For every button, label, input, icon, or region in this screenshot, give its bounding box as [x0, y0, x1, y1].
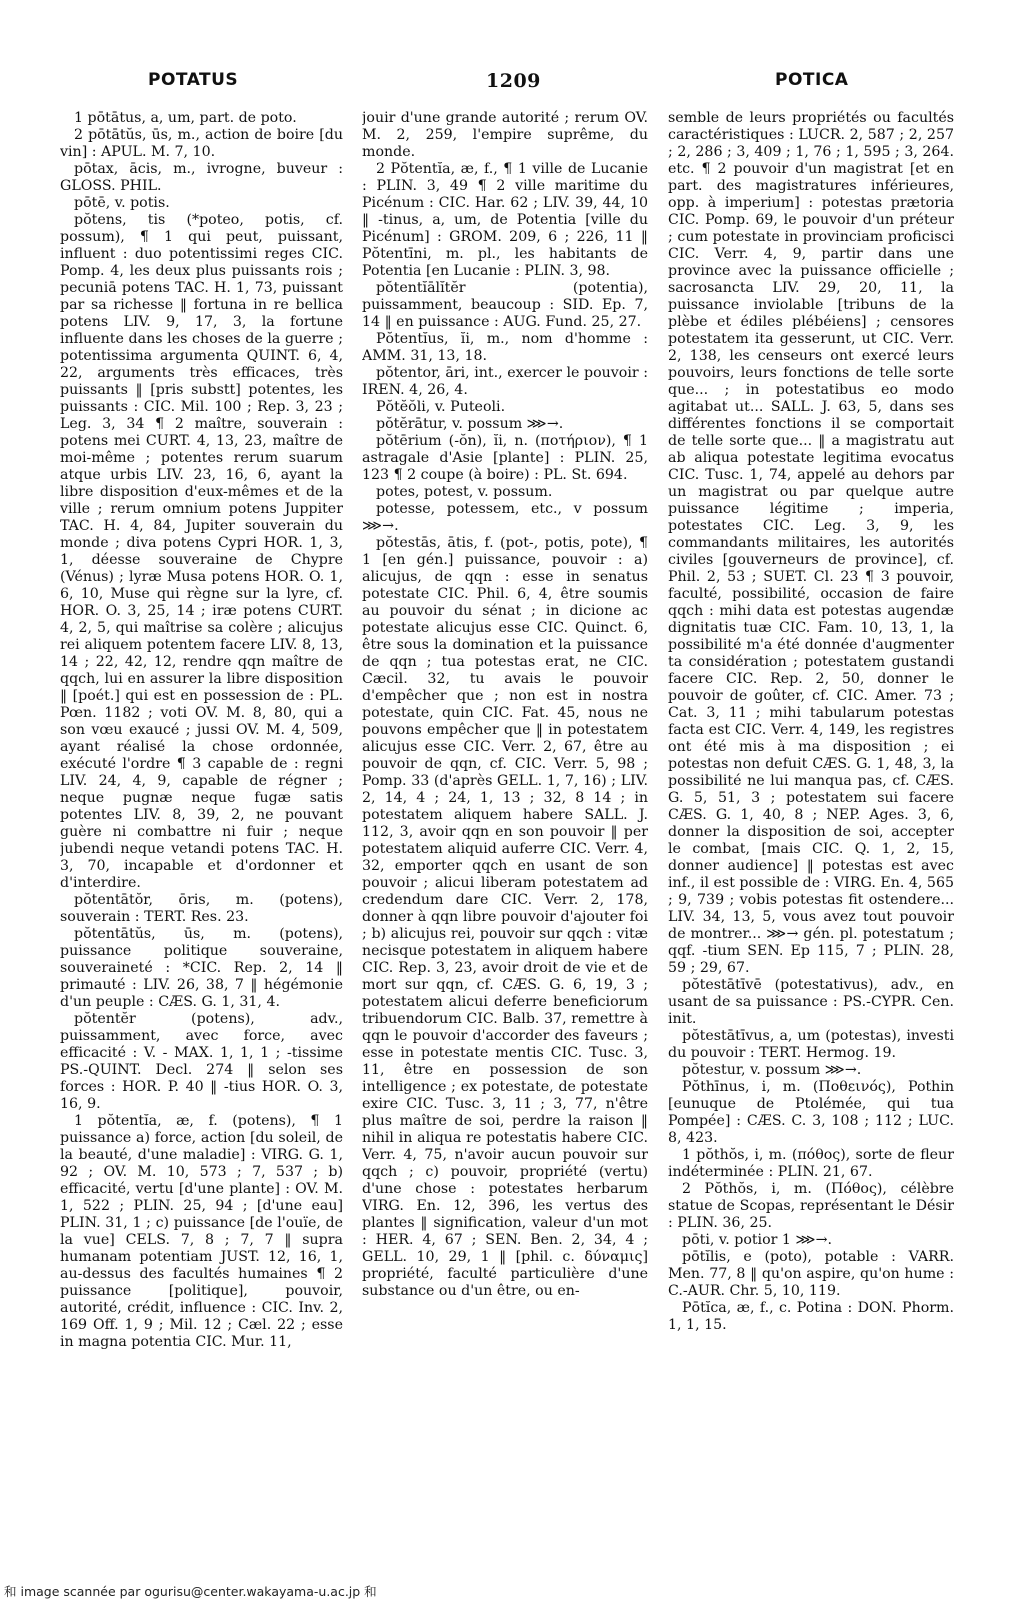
dictionary-entry: semble de leurs propriétés ou facultés caractéristiques : LUCR. 2, 587 ; 2, 257 ; 2, 286 ; 3, 409 ; 1, 76 ; 1, 595 ; 3, 264. etc. ¶ 2 pouvoir d'un magistrat [et en part. des magistratures inférieures, opp. à imperium] : potestas prætoria CIC. Pomp. 69, le pouvoir d'un préteur ; cum potestate in provinciam proficisci CIC. Verr. 4, 9, partir dans une province avec la puissance officielle ; sacrosancta LIV. 29, 20, 11, la puissance inviolable [tribuns de la plèbe et édiles plébéiens] ; censores potestatem ita gesserunt, ut CIC. Verr. 2, 138, les censeurs ont exercé leurs pouvoirs, leurs fonctions de telle sorte que... ; in potestatibus eo modo agitabat ut... SALL. J. 63, 5, dans ses différentes fonctions il se comportait de telle sorte que... ‖ a magistratu aut ab aliqua potestate legitima evocatus CIC. Tusc. 1, 74, appelé au dehors par un magistrat ou par quelque autre puissance légitime ; imperia, potestates CIC. Leg. 3, 9, les commandants militaires, les autorités civiles [gouverneurs de province], cf. Phil. 2, 53 ; SUET. Cl. 23 ¶ 3 pouvoir, faculté, possibilité, occasion de faire qqch : mihi data est potestas augendæ dignitatis tuæ CIC. Fam. 10, 13, 1, la possibilité m'a été donnée d'augmenter ta considération ; potestatem gustandi facere CIC. Rep. 2, 50, donner le pouvoir de goûter, cf. CIC. Amer. 73 ; Cat. 3, 11 ; mihi tabularum potestas facta est CIC. Verr. 4, 149, les registres ont été mis à ma disposition ; ei potestas non defuit CÆS. G. 1, 48, 3, la possibilité ne lui manqua pas, cf. CÆS. G. 5, 51, 3 ; potestatem sui facere CÆS. G. 1, 40, 8 ; NEP. Ages. 3, 6, donner la disposition de soi, accepter le combat, [mais CIC. Q. 1, 2, 15, donner audience] ‖ potestas est avec inf., il est possible de : VIRG. En. 4, 565 ; 9, 739 ; vobis potestas fit ostendere... LIV. 34, 13, 5, vous avez tout pouvoir de montrer... ⋙→ gén. pl. potestatum ; qqf. -tium SEN. Ep 115, 7 ; PLIN. 28, 59 ; 29, 67. [668, 110, 954, 976]
dictionary-column-1 [60, 110, 343, 1525]
dictionary-entry: pōtĭlis, e (poto), potable : VARR. Men. 77, 8 ‖ qu'on aspire, qu'on hume : C.-AUR. Chr. 5, 10, 119. [668, 1249, 954, 1299]
dictionary-entry: Pŏtentĭus, ĭi, m., nom d'homme : AMM. 31, 13, 18. [362, 331, 648, 364]
running-head-left: POTATUS [148, 70, 239, 90]
dictionary-entry: 2 pōtātŭs, ūs, m., action de boire [du vin] : APUL. M. 7, 10. [60, 127, 343, 160]
dictionary-entry: jouir d'une grande autorité ; rerum OV. M. 2, 259, l'empire suprême, du monde. [362, 110, 648, 160]
dictionary-entry: potes, potest, v. possum. [376, 484, 553, 500]
scan-credit-footer: 和 image scannée par ogurisu@center.wakayama-u.ac.jp 和 [4, 1584, 377, 1599]
dictionary-entry: pŏtērium (-ŏn), ĭi, n. (ποτήριον), ¶ 1 astragale d'Asie [plante] : PLIN. 25, 123 ¶ 2 coupe (à boire) : PL. St. 694. [362, 433, 648, 483]
dictionary-entry: 2 Pŏtentĭa, æ, f., ¶ 1 ville de Lucanie : PLIN. 3, 49 ¶ 2 ville maritime du Picénum : CIC. Har. 62 ; LIV. 39, 44, 10 ‖ -tinus, a, um, de Potentia [ville du Picénum] : GROM. 209, 6 ; 226, 11 ‖ Pŏtentīni, m. pl., les habitants de Potentia [en Lucanie : PLIN. 3, 98. [362, 161, 648, 279]
dictionary-entry: 1 pŏtentĭa, æ, f. (potens), ¶ 1 puissance a) force, action [du soleil, de la beauté, d'une maladie] : VIRG. G. 1, 92 ; OV. M. 10, 573 ; 7, 537 ; b) efficacité, vertu [d'une plante] : OV. M. 1, 522 ; PLIN. 25, 94 ; [d'une eau] PLIN. 31, 1 ; c) puissance [de l'ouïe, de la vue] CELS. 7, 8 ; 7, 7 ‖ supra humanam potentiam JUST. 12, 16, 1, au-dessus des facultés humaines ¶ 2 puissance [politique], pouvoir, autorité, crédit, influence : CIC. Inv. 2, 169 Off. 1, 9 ; Mil. 12 ; Cæl. 22 ; esse in magna potentia CIC. Mur. 11, [60, 1113, 343, 1350]
dictionary-entry: pŏtentĭālĭtĕr (potentia), puissamment, beaucoup : SID. Ep. 7, 14 ‖ en puissance : AUG. Fund. 25, 27. [362, 280, 648, 330]
dictionary-entry: 1 pŏthŏs, i, m. (πόθος), sorte de fleur indéterminée : PLIN. 21, 67. [668, 1147, 954, 1180]
dictionary-entry: pŏtentĕr (potens), adv., puissamment, avec force, avec efficacité : V. - MAX. 1, 1, 1 ; -tissime PS.-QUINT. Decl. 274 ‖ selon ses forces : HOR. P. 40 ‖ -tius HOR. O. 3, 16, 9. [60, 1011, 343, 1112]
dictionary-entry: pōti, v. potior 1 ⋙→. [682, 1232, 833, 1248]
dictionary-entry: pŏtestātīvus, a, um (potestas), investi du pouvoir : TERT. Hermog. 19. [668, 1028, 954, 1061]
page-number: 1209 [486, 70, 541, 92]
page-header [0, 70, 1024, 100]
running-head-right: POTICA [775, 70, 849, 90]
dictionary-entry: pŏtestātīvē (potestativus), adv., en usant de sa puissance : PS.-CYPR. Cen. init. [668, 977, 954, 1027]
dictionary-column-3 [668, 110, 954, 1525]
dictionary-entry: potesse, potessem, etc., v possum ⋙→. [362, 501, 648, 534]
dictionary-entry: Pŏthīnus, i, m. (Ποθεινός), Pothin [eunuque de Ptolémée, qui tua Pompée] : CÆS. C. 3, 108 ; 112 ; LUC. 8, 423. [668, 1079, 954, 1146]
dictionary-entry: 2 Pŏthŏs, i, m. (Πόθος), célèbre statue de Scopas, représentant le Désir : PLIN. 36, 25. [668, 1181, 954, 1231]
dictionary-entry: Pŏtĕŏli, v. Puteoli. [376, 399, 506, 415]
dictionary-entry: pōtē, v. potis. [74, 195, 170, 211]
dictionary-entry: 1 pōtātus, a, um, part. de poto. [74, 110, 297, 126]
dictionary-entry: pŏtentātŭs, ūs, m. (potens), puissance politique souveraine, souveraineté : *CIC. Rep. 2, 14 ‖ primauté : LIV. 26, 38, 7 ‖ hégémonie d'un peuple : CÆS. G. 1, 31, 4. [60, 926, 343, 1010]
dictionary-entry: pŏtens, tis (*poteo, potis, cf. possum), ¶ 1 qui peut, puissant, influent : duo potentissimi reges CIC. Pomp. 4, les deux plus puissants rois ; pecuniā potens TAC. H. 1, 73, puissant par sa richesse ‖ fortuna in re bellica potens LIV. 9, 17, 3, la fortune influente dans les choses de la guerre ; potentissima argumenta QUINT. 6, 4, 22, arguments très efficaces, très puissants ‖ [pris substt] potentes, les puissants : CIC. Mil. 100 ; Rep. 3, 23 ; Leg. 3, 34 ¶ 2 maître, souverain : potens mei CURT. 4, 13, 23, maître de moi-même ; potentes rerum suarum atque urbis LIV. 23, 16, 6, ayant la libre disposition d'eux-mêmes et de la ville ; rerum omnium potens Juppiter TAC. H. 4, 84, Jupiter souverain du monde ; diva potens Cypri HOR. 1, 3, 1, déesse souveraine de Chypre (Vénus) ; lyræ Musa potens HOR. O. 1, 6, 10, Muse qui règne sur la lyre, cf. HOR. O. 3, 25, 14 ; iræ potens CURT. 4, 2, 5, qui maîtrise sa colère ; alicujus rei aliquem potentem facere LIV. 8, 13, 14 ; 22, 42, 12, rendre qqn maître de qqch, lui en assurer la libre disposition ‖ [poét.] qui est en possession de : PL. Pœn. 1182 ; voti OV. M. 8, 80, qui a son vœu exaucé ; jussi OV. M. 4, 509, ayant réalisé la chose ordonnée, exécuté l'ordre ¶ 3 capable de : regni LIV. 24, 4, 9, capable de régner ; neque pugnæ neque fugæ satis potentes LIV. 8, 39, 2, ne pouvant guère ni combattre ni fuir ; neque jubendi neque vetandi potens TAC. H. 3, 70, incapable et d'ordonner et d'interdire. [60, 212, 343, 891]
dictionary-entry: pŏtĕrātur, v. possum ⋙→. [376, 416, 564, 432]
dictionary-entry: pŏtentor, āri, int., exercer le pouvoir : IREN. 4, 26, 4. [362, 365, 648, 398]
dictionary-entry: pŏtentātŏr, ōris, m. (potens), souverain : TERT. Res. 23. [60, 892, 343, 925]
dictionary-entry: pŏtestās, ātis, f. (pot-, potis, pote), ¶ 1 [en gén.] puissance, pouvoir : a) alicujus, de qqn : esse in senatus potestate CIC. Phil. 6, 4, être soumis au pouvoir du sénat ; in dicione ac potestate alicujus esse CIC. Quinct. 6, être sous la domination et la puissance de qqn ; tua potestas erat, ne CIC. Cæcil. 32, tu avais le pouvoir d'empêcher que ; non est in nostra potestate, quin CIC. Fat. 45, nous ne pouvons empêcher que ‖ in potestatem alicujus esse CIC. Verr. 2, 67, être au pouvoir de qqn, cf. CIC. Verr. 5, 98 ; Pomp. 33 (d'après GELL. 1, 7, 16) ; LIV. 2, 14, 4 ; 24, 1, 13 ; 32, 8 14 ; in potestatem aliquem habere SALL. J. 112, 3, avoir qqn en son pouvoir ‖ per potestatem aliquid auferre CIC. Verr. 4, 32, emporter qqch en usant de son pouvoir ; alicui liberam potestatem ad credendum dare CIC. Verr. 2, 178, donner à qqn libre pouvoir d'ajouter foi ; b) alicujus rei, pouvoir sur qqch : vitæ necisque potestatem in aliquem habere CIC. Rep. 3, 23, avoir droit de vie et de mort sur qqn, cf. CÆS. G. 6, 19, 3 ; potestatem alicui deferre beneficiorum tribuendorum CIC. Balb. 37, remettre à qqn le pouvoir d'accorder des faveurs ; esse in potestate mentis CIC. Tusc. 3, 11, être en possession de son intelligence ; ex potestate, de potestate exire CIC. Tusc. 3, 11 ; 3, 77, n'être plus maître de soi, perdre la raison ‖ nihil in aliqua re potestatis habere CIC. Verr. 4, 75, n'avoir aucun pouvoir sur qqch ; c) pouvoir, propriété (vertu) d'une chose : potestates herbarum VIRG. En. 12, 396, les vertus des plantes ‖ signification, valeur d'un mot : HER. 4, 67 ; SEN. Ben. 2, 34, 4 ; GELL. 10, 29, 1 ‖ [phil. c. δύναμις] propriété, faculté particulière d'une substance ou d'un être, ou en- [362, 535, 648, 1299]
dictionary-entry: pŏtestur, v. possum ⋙→. [682, 1062, 862, 1078]
dictionary-column-2 [362, 110, 648, 1525]
dictionary-entry: pōtax, ācis, m., ivrogne, buveur : GLOSS. PHIL. [60, 161, 343, 194]
dictionary-entry: Pōtĭca, æ, f., c. Potina : DON. Phorm. 1, 1, 15. [668, 1300, 954, 1333]
